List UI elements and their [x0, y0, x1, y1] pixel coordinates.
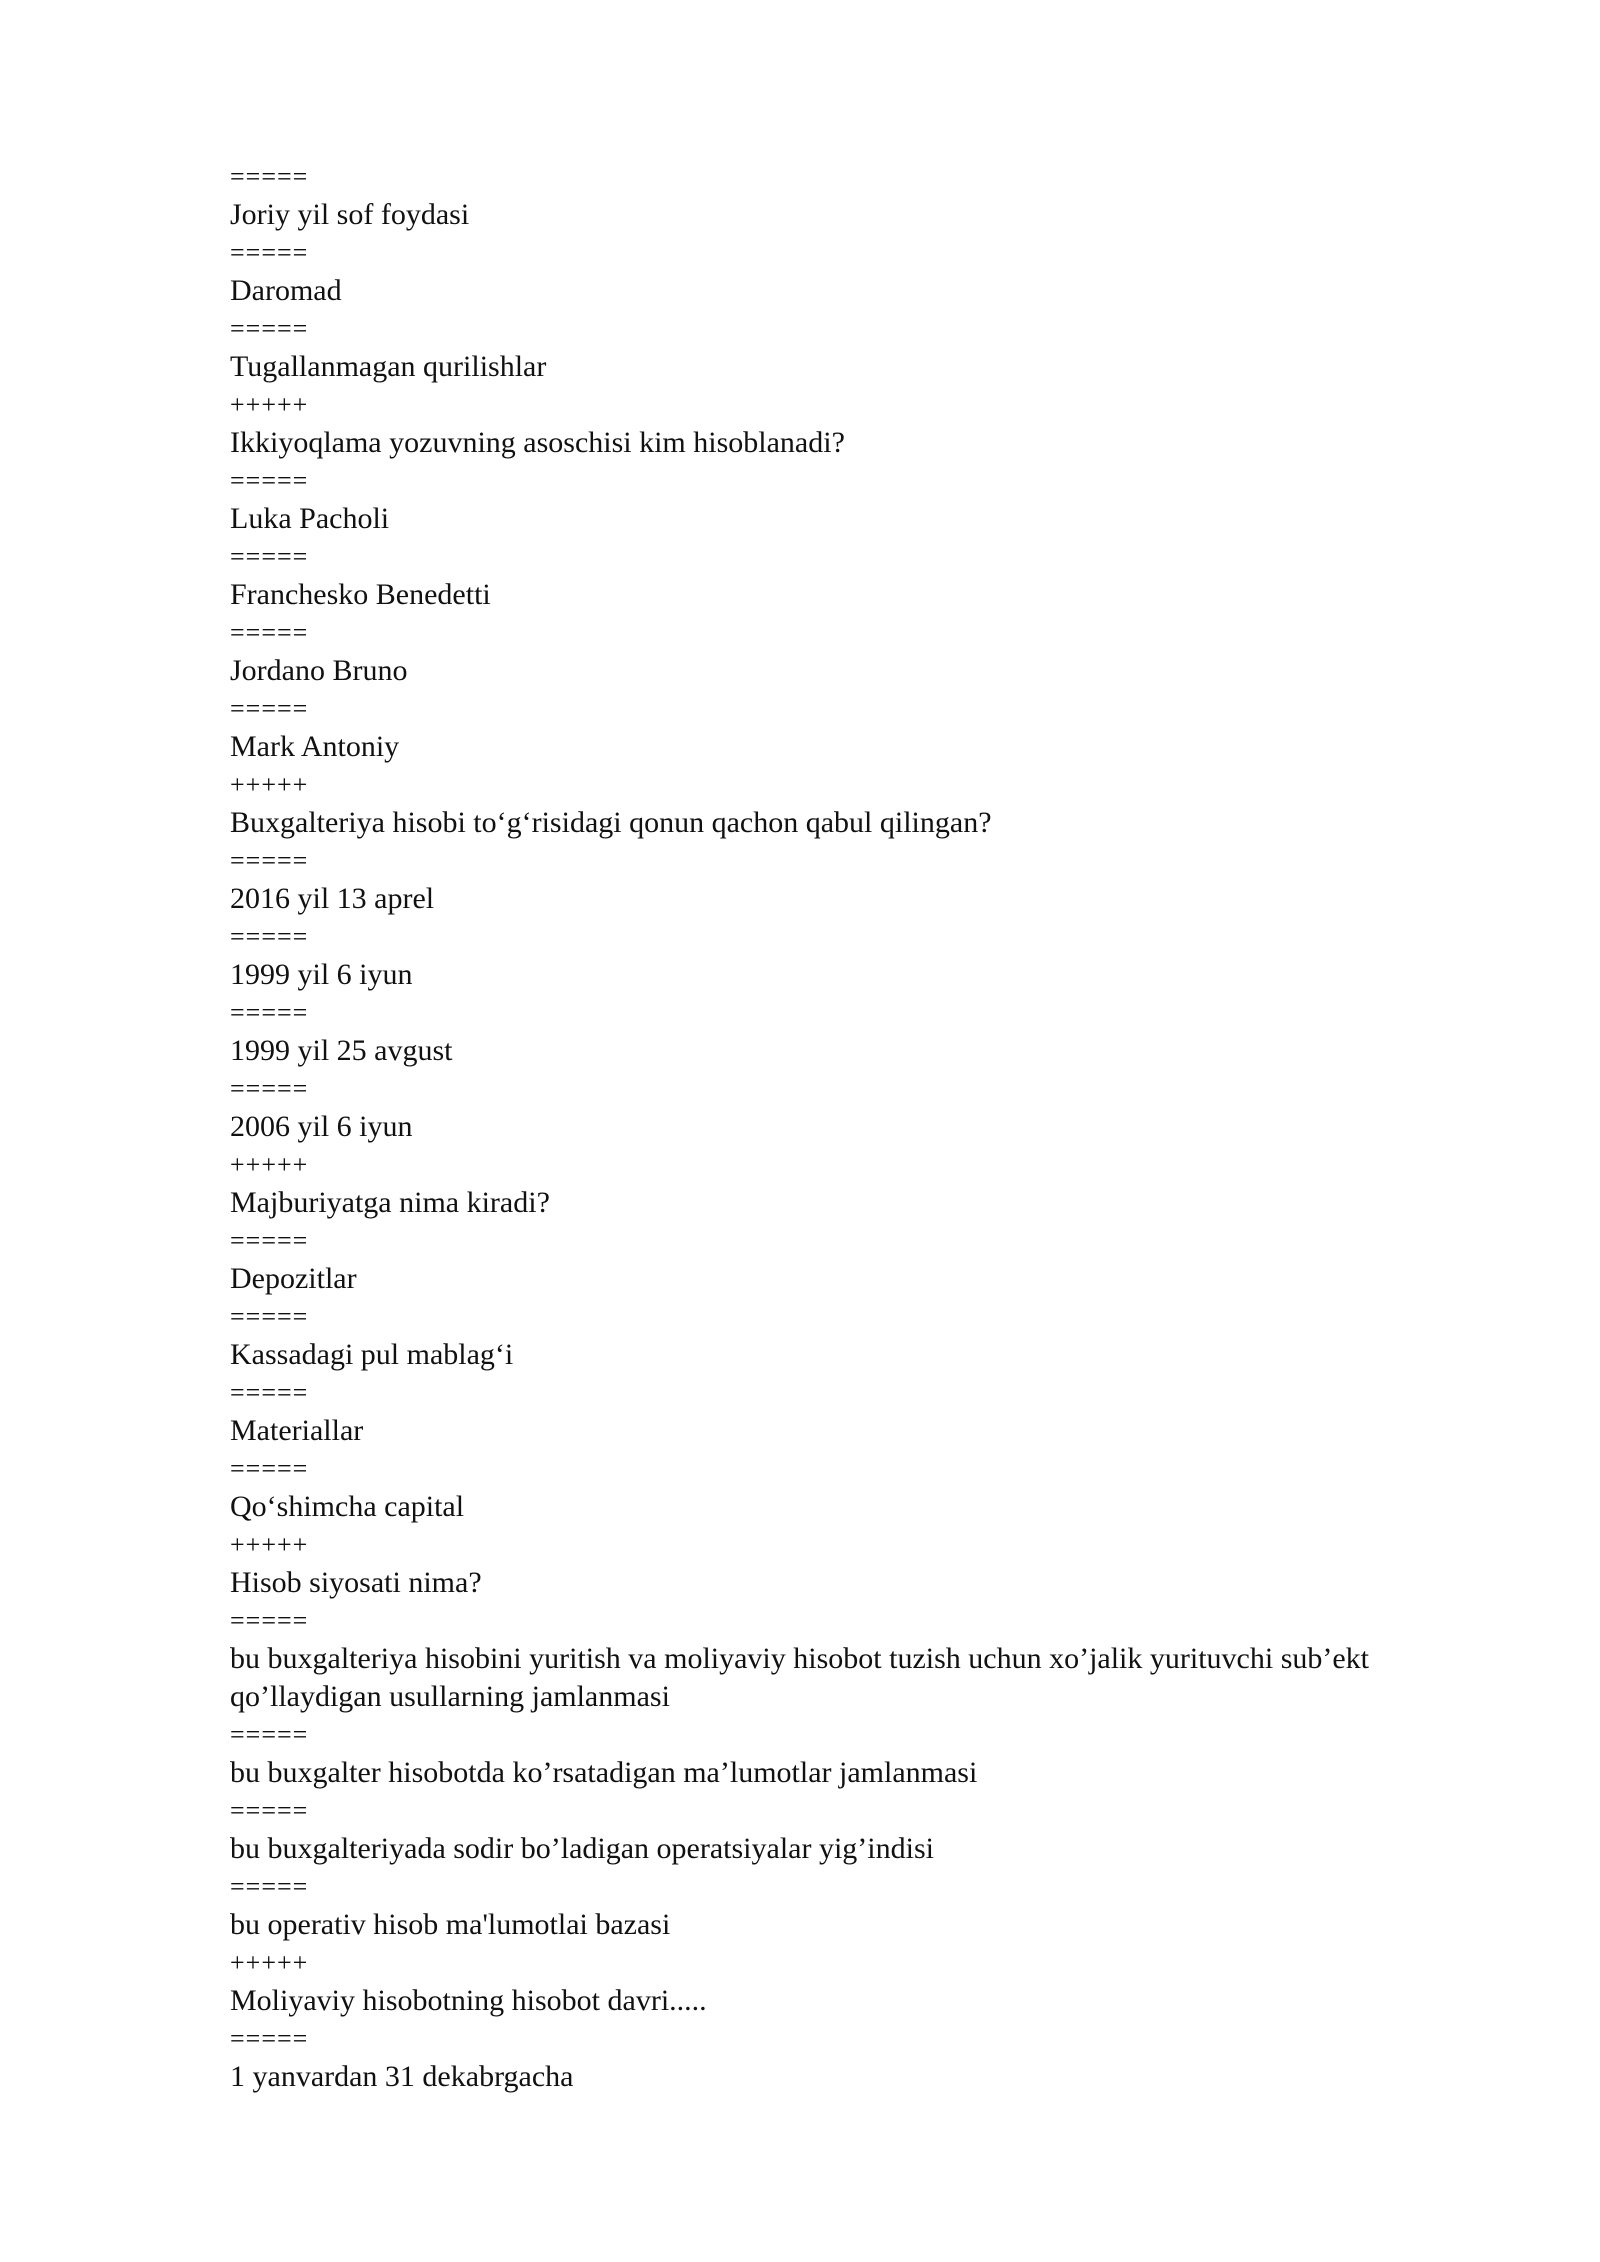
separator-line: ===== [230, 618, 309, 647]
text-line: Tugallanmagan qurilishlar [230, 350, 547, 383]
separator-line: +++++ [230, 1150, 309, 1179]
text-line: bu buxgalteriya hisobini yuritish va moliyaviy hisobot tuzish uchun xo’jalik yurituvchi sub’ekt qo’llaydigan usullarning jamlanmasi [230, 1642, 1370, 1713]
separator-line: ===== [230, 1074, 309, 1103]
text-line: Joriy yil sof foydasi [230, 198, 470, 231]
separator-line: ===== [230, 846, 309, 875]
separator-line: ===== [230, 1226, 309, 1255]
separator-line: ===== [230, 314, 309, 343]
text-line: Depozitlar [230, 1262, 357, 1295]
text-line: 2006 yil 6 iyun [230, 1110, 413, 1143]
separator-line: ===== [230, 998, 309, 1027]
separator-line: ===== [230, 694, 309, 723]
text-line: Qo‘shimcha capital [230, 1490, 465, 1523]
text-line: Majburiyatga nima kiradi? [230, 1186, 550, 1219]
text-line: Moliyaviy hisobotning hisobot davri..... [230, 1984, 707, 2017]
separator-line: ===== [230, 922, 309, 951]
document-body [230, 158, 1470, 2096]
separator-line: ===== [230, 1872, 309, 1901]
text-line: Mark Antoniy [230, 730, 400, 763]
text-line: bu buxgalter hisobotda ko’rsatadigan ma’lumotlar jamlanmasi [230, 1756, 978, 1789]
text-line: Jordano Bruno [230, 654, 408, 687]
separator-line: +++++ [230, 390, 309, 419]
text-line: 1999 yil 6 iyun [230, 958, 413, 991]
separator-line: +++++ [230, 1530, 309, 1559]
separator-line: ===== [230, 162, 309, 191]
text-line: Buxgalteriya hisobi to‘g‘risidagi qonun qachon qabul qilingan? [230, 806, 992, 839]
text-line: Franchesko Benedetti [230, 578, 491, 611]
text-line: Luka Pacholi [230, 502, 390, 535]
separator-line: ===== [230, 238, 309, 267]
separator-line: ===== [230, 1302, 309, 1331]
separator-line: ===== [230, 1454, 309, 1483]
separator-line: +++++ [230, 1948, 309, 1977]
separator-line: ===== [230, 1720, 309, 1749]
separator-line: ===== [230, 2024, 309, 2053]
separator-line: ===== [230, 542, 309, 571]
text-line: 1999 yil 25 avgust [230, 1034, 453, 1067]
separator-line: ===== [230, 1378, 309, 1407]
separator-line: +++++ [230, 770, 309, 799]
text-line: Daromad [230, 274, 342, 307]
separator-line: ===== [230, 1796, 309, 1825]
separator-line: ===== [230, 466, 309, 495]
text-line: bu buxgalteriyada sodir bo’ladigan operatsiyalar yig’indisi [230, 1832, 934, 1865]
text-line: Kassadagi pul mablag‘i [230, 1338, 514, 1371]
text-line: Materiallar [230, 1414, 364, 1447]
separator-line: ===== [230, 1606, 309, 1635]
text-line: Ikkiyoqlama yozuvning asoschisi kim hisoblanadi? [230, 426, 845, 459]
text-line: bu operativ hisob ma'lumotlai bazasi [230, 1908, 671, 1941]
text-line: 2016 yil 13 aprel [230, 882, 435, 915]
text-line: 1 yanvardan 31 dekabrgacha [230, 2060, 574, 2093]
text-line: Hisob siyosati nima? [230, 1566, 482, 1599]
